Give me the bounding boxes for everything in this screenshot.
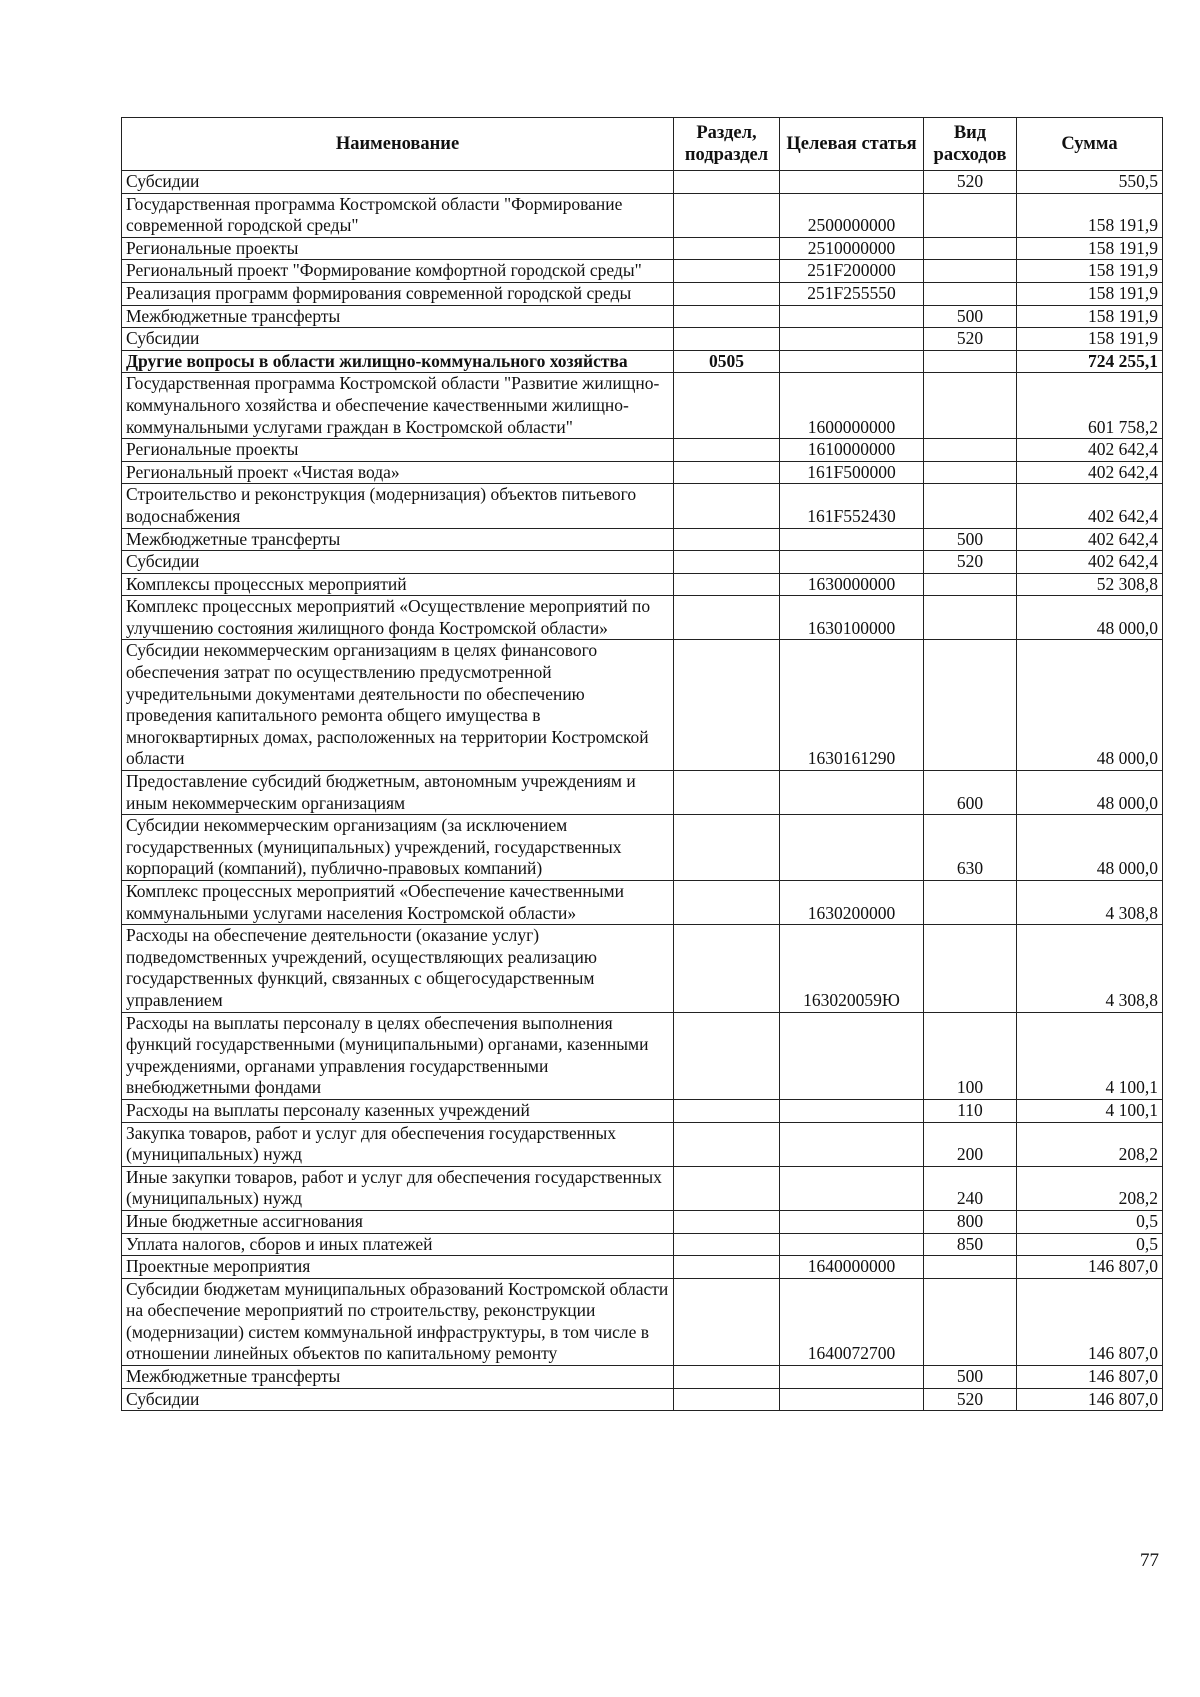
table-row xyxy=(122,439,1163,462)
cell-vid: 600 xyxy=(924,771,1017,815)
cell-tsel xyxy=(780,350,924,373)
cell-vid: 520 xyxy=(924,328,1017,351)
cell-tsel xyxy=(780,1099,924,1122)
cell-sum: 208,2 xyxy=(1017,1122,1163,1166)
table-row xyxy=(122,171,1163,194)
cell-tsel xyxy=(780,551,924,574)
cell-sum: 4 100,1 xyxy=(1017,1012,1163,1099)
cell-vid: 200 xyxy=(924,1122,1017,1166)
cell-sum: 146 807,0 xyxy=(1017,1256,1163,1279)
cell-vid xyxy=(924,881,1017,925)
cell-sum: 48 000,0 xyxy=(1017,596,1163,640)
cell-vid: 800 xyxy=(924,1210,1017,1233)
cell-name: Региональные проекты xyxy=(122,237,674,260)
cell-vid: 520 xyxy=(924,1388,1017,1411)
cell-sum: 4 308,8 xyxy=(1017,881,1163,925)
table-row xyxy=(122,260,1163,283)
cell-vid: 500 xyxy=(924,1366,1017,1389)
cell-tsel: 1610000000 xyxy=(780,439,924,462)
cell-razd xyxy=(674,815,780,881)
cell-vid: 520 xyxy=(924,171,1017,194)
table-row xyxy=(122,461,1163,484)
cell-vid xyxy=(924,282,1017,305)
cell-sum: 550,5 xyxy=(1017,171,1163,194)
table-row xyxy=(122,925,1163,1012)
cell-sum: 4 308,8 xyxy=(1017,925,1163,1012)
cell-vid xyxy=(924,193,1017,237)
header-razdel: Раздел, подраздел xyxy=(674,118,780,171)
cell-razd xyxy=(674,1012,780,1099)
cell-razd xyxy=(674,171,780,194)
cell-name: Субсидии бюджетам муниципальных образований Костромской области на обеспечение мероприятий по строительству, реконструкции (модернизации) систем коммунальной инфраструктуры, в том числе в отношении линейных объектов по капитальному ремонту xyxy=(122,1278,674,1365)
cell-name: Комплекс процессных мероприятий «Обеспечение качественными коммунальными услугами населения Костромской области» xyxy=(122,881,674,925)
cell-tsel xyxy=(780,528,924,551)
table-row xyxy=(122,1366,1163,1389)
cell-razd xyxy=(674,573,780,596)
cell-name: Субсидии xyxy=(122,171,674,194)
cell-vid: 110 xyxy=(924,1099,1017,1122)
cell-tsel xyxy=(780,815,924,881)
table-row xyxy=(122,1233,1163,1256)
cell-razd xyxy=(674,1166,780,1210)
cell-tsel: 251F200000 xyxy=(780,260,924,283)
cell-tsel xyxy=(780,1366,924,1389)
cell-vid xyxy=(924,640,1017,771)
cell-sum: 402 642,4 xyxy=(1017,551,1163,574)
cell-razd xyxy=(674,373,780,439)
cell-sum: 158 191,9 xyxy=(1017,260,1163,283)
table-row xyxy=(122,551,1163,574)
table-row xyxy=(122,328,1163,351)
cell-sum: 0,5 xyxy=(1017,1233,1163,1256)
cell-vid xyxy=(924,573,1017,596)
cell-tsel: 251F255550 xyxy=(780,282,924,305)
cell-vid xyxy=(924,596,1017,640)
cell-vid xyxy=(924,260,1017,283)
cell-vid xyxy=(924,484,1017,528)
cell-razd xyxy=(674,484,780,528)
cell-vid xyxy=(924,350,1017,373)
cell-name: Субсидии xyxy=(122,1388,674,1411)
cell-sum: 146 807,0 xyxy=(1017,1366,1163,1389)
cell-tsel xyxy=(780,1210,924,1233)
header-summa: Сумма xyxy=(1017,118,1163,171)
cell-tsel: 161F500000 xyxy=(780,461,924,484)
cell-razd xyxy=(674,1233,780,1256)
cell-razd xyxy=(674,551,780,574)
cell-razd xyxy=(674,237,780,260)
cell-tsel xyxy=(780,1122,924,1166)
cell-name: Межбюджетные трансферты xyxy=(122,1366,674,1389)
table-row xyxy=(122,1388,1163,1411)
cell-razd xyxy=(674,1122,780,1166)
cell-tsel: 1600000000 xyxy=(780,373,924,439)
cell-tsel xyxy=(780,328,924,351)
table-row xyxy=(122,1122,1163,1166)
cell-tsel: 161F552430 xyxy=(780,484,924,528)
cell-vid: 520 xyxy=(924,551,1017,574)
table-body xyxy=(122,171,1163,1411)
cell-sum: 48 000,0 xyxy=(1017,640,1163,771)
cell-razd xyxy=(674,1366,780,1389)
table-row xyxy=(122,815,1163,881)
cell-sum: 52 308,8 xyxy=(1017,573,1163,596)
cell-sum: 0,5 xyxy=(1017,1210,1163,1233)
cell-vid: 850 xyxy=(924,1233,1017,1256)
cell-razd xyxy=(674,305,780,328)
table-row xyxy=(122,373,1163,439)
table-row xyxy=(122,596,1163,640)
cell-name: Иные закупки товаров, работ и услуг для обеспечения государственных (муниципальных) нужд xyxy=(122,1166,674,1210)
cell-sum: 4 100,1 xyxy=(1017,1099,1163,1122)
cell-name: Строительство и реконструкция (модернизация) объектов питьевого водоснабжения xyxy=(122,484,674,528)
cell-razd: 0505 xyxy=(674,350,780,373)
cell-sum: 402 642,4 xyxy=(1017,528,1163,551)
cell-razd xyxy=(674,328,780,351)
table-row xyxy=(122,350,1163,373)
cell-name: Проектные мероприятия xyxy=(122,1256,674,1279)
cell-sum: 158 191,9 xyxy=(1017,328,1163,351)
cell-razd xyxy=(674,771,780,815)
cell-vid xyxy=(924,1278,1017,1365)
cell-name: Предоставление субсидий бюджетным, автономным учреждениям и иным некоммерческим организациям xyxy=(122,771,674,815)
table-row xyxy=(122,528,1163,551)
cell-name: Государственная программа Костромской области "Развитие жилищно-коммунального хозяйства и обеспечение качественными жилищно-коммунальными услугами граждан в Костромской области" xyxy=(122,373,674,439)
cell-vid xyxy=(924,925,1017,1012)
header-tselevaya: Целевая статья xyxy=(780,118,924,171)
cell-name: Закупка товаров, работ и услуг для обеспечения государственных (муниципальных) нужд xyxy=(122,1122,674,1166)
cell-razd xyxy=(674,1099,780,1122)
cell-razd xyxy=(674,1278,780,1365)
cell-vid: 500 xyxy=(924,528,1017,551)
cell-name: Иные бюджетные ассигнования xyxy=(122,1210,674,1233)
cell-name: Уплата налогов, сборов и иных платежей xyxy=(122,1233,674,1256)
cell-name: Субсидии некоммерческим организациям (за исключением государственных (муниципальных) учреждений, государственных корпораций (компаний), публично-правовых компаний) xyxy=(122,815,674,881)
table-header xyxy=(122,118,1163,171)
cell-name: Комплекс процессных мероприятий «Осуществление мероприятий по улучшению состояния жилищного фонда Костромской области» xyxy=(122,596,674,640)
cell-sum: 158 191,9 xyxy=(1017,305,1163,328)
cell-name: Комплексы процессных мероприятий xyxy=(122,573,674,596)
cell-name: Межбюджетные трансферты xyxy=(122,528,674,551)
table-row xyxy=(122,771,1163,815)
cell-vid xyxy=(924,237,1017,260)
cell-tsel xyxy=(780,1388,924,1411)
cell-name: Реализация программ формирования современной городской среды xyxy=(122,282,674,305)
cell-vid xyxy=(924,461,1017,484)
cell-razd xyxy=(674,1256,780,1279)
cell-razd xyxy=(674,881,780,925)
cell-tsel: 1630100000 xyxy=(780,596,924,640)
cell-tsel: 1630000000 xyxy=(780,573,924,596)
cell-razd xyxy=(674,461,780,484)
cell-razd xyxy=(674,596,780,640)
cell-name: Межбюджетные трансферты xyxy=(122,305,674,328)
cell-vid xyxy=(924,1256,1017,1279)
cell-tsel xyxy=(780,771,924,815)
table-row xyxy=(122,305,1163,328)
table-row xyxy=(122,640,1163,771)
cell-razd xyxy=(674,1210,780,1233)
budget-table xyxy=(121,117,1163,1411)
cell-name: Субсидии xyxy=(122,328,674,351)
table-row xyxy=(122,573,1163,596)
page-number: 77 xyxy=(1140,1550,1159,1571)
cell-tsel: 1640000000 xyxy=(780,1256,924,1279)
cell-name: Государственная программа Костромской области "Формирование современной городской среды" xyxy=(122,193,674,237)
table-row xyxy=(122,1278,1163,1365)
table-row xyxy=(122,881,1163,925)
cell-tsel: 2500000000 xyxy=(780,193,924,237)
table-row xyxy=(122,193,1163,237)
cell-name: Региональный проект «Чистая вода» xyxy=(122,461,674,484)
cell-tsel: 1630161290 xyxy=(780,640,924,771)
cell-sum: 146 807,0 xyxy=(1017,1278,1163,1365)
cell-tsel xyxy=(780,171,924,194)
cell-vid: 630 xyxy=(924,815,1017,881)
cell-tsel xyxy=(780,1012,924,1099)
table-row xyxy=(122,1256,1163,1279)
header-name: Наименование xyxy=(122,118,674,171)
cell-sum: 48 000,0 xyxy=(1017,815,1163,881)
cell-name: Региональный проект "Формирование комфортной городской среды" xyxy=(122,260,674,283)
cell-vid: 240 xyxy=(924,1166,1017,1210)
cell-tsel xyxy=(780,305,924,328)
cell-razd xyxy=(674,260,780,283)
cell-vid: 100 xyxy=(924,1012,1017,1099)
cell-sum: 158 191,9 xyxy=(1017,282,1163,305)
cell-sum: 601 758,2 xyxy=(1017,373,1163,439)
cell-sum: 146 807,0 xyxy=(1017,1388,1163,1411)
cell-sum: 158 191,9 xyxy=(1017,237,1163,260)
cell-tsel: 1640072700 xyxy=(780,1278,924,1365)
cell-razd xyxy=(674,640,780,771)
cell-sum: 208,2 xyxy=(1017,1166,1163,1210)
table-row xyxy=(122,1166,1163,1210)
cell-razd xyxy=(674,1388,780,1411)
cell-sum: 402 642,4 xyxy=(1017,484,1163,528)
cell-name: Расходы на выплаты персоналу казенных учреждений xyxy=(122,1099,674,1122)
cell-name: Расходы на выплаты персоналу в целях обеспечения выполнения функций государственными (муниципальными) органами, казенными учреждениями, органами управления государственными внебюджетными фондами xyxy=(122,1012,674,1099)
cell-sum: 48 000,0 xyxy=(1017,771,1163,815)
cell-name: Расходы на обеспечение деятельности (оказание услуг) подведомственных учреждений, осуществляющих реализацию государственных функций, связанных с общегосударственным управлением xyxy=(122,925,674,1012)
cell-sum: 402 642,4 xyxy=(1017,461,1163,484)
cell-razd xyxy=(674,528,780,551)
cell-razd xyxy=(674,193,780,237)
table-row xyxy=(122,237,1163,260)
cell-vid: 500 xyxy=(924,305,1017,328)
cell-tsel: 1630200000 xyxy=(780,881,924,925)
header-vid: Вид расходов xyxy=(924,118,1017,171)
cell-tsel xyxy=(780,1166,924,1210)
table-row xyxy=(122,1210,1163,1233)
cell-sum: 402 642,4 xyxy=(1017,439,1163,462)
cell-tsel: 163020059Ю xyxy=(780,925,924,1012)
cell-name: Другие вопросы в области жилищно-коммунального хозяйства xyxy=(122,350,674,373)
cell-vid xyxy=(924,373,1017,439)
table-row xyxy=(122,282,1163,305)
cell-sum: 158 191,9 xyxy=(1017,193,1163,237)
cell-name: Региональные проекты xyxy=(122,439,674,462)
cell-razd xyxy=(674,282,780,305)
cell-sum: 724 255,1 xyxy=(1017,350,1163,373)
cell-vid xyxy=(924,439,1017,462)
table-row xyxy=(122,484,1163,528)
cell-razd xyxy=(674,439,780,462)
cell-tsel xyxy=(780,1233,924,1256)
cell-razd xyxy=(674,925,780,1012)
table-row xyxy=(122,1099,1163,1122)
cell-name: Субсидии некоммерческим организациям в целях финансового обеспечения затрат по осуществлению предусмотренной учредительными документами деятельности по обеспечению проведения капитального ремонта общего имущества в многоквартирных домах, расположенных на территории Костромской области xyxy=(122,640,674,771)
table-row xyxy=(122,1012,1163,1099)
cell-name: Субсидии xyxy=(122,551,674,574)
cell-tsel: 2510000000 xyxy=(780,237,924,260)
